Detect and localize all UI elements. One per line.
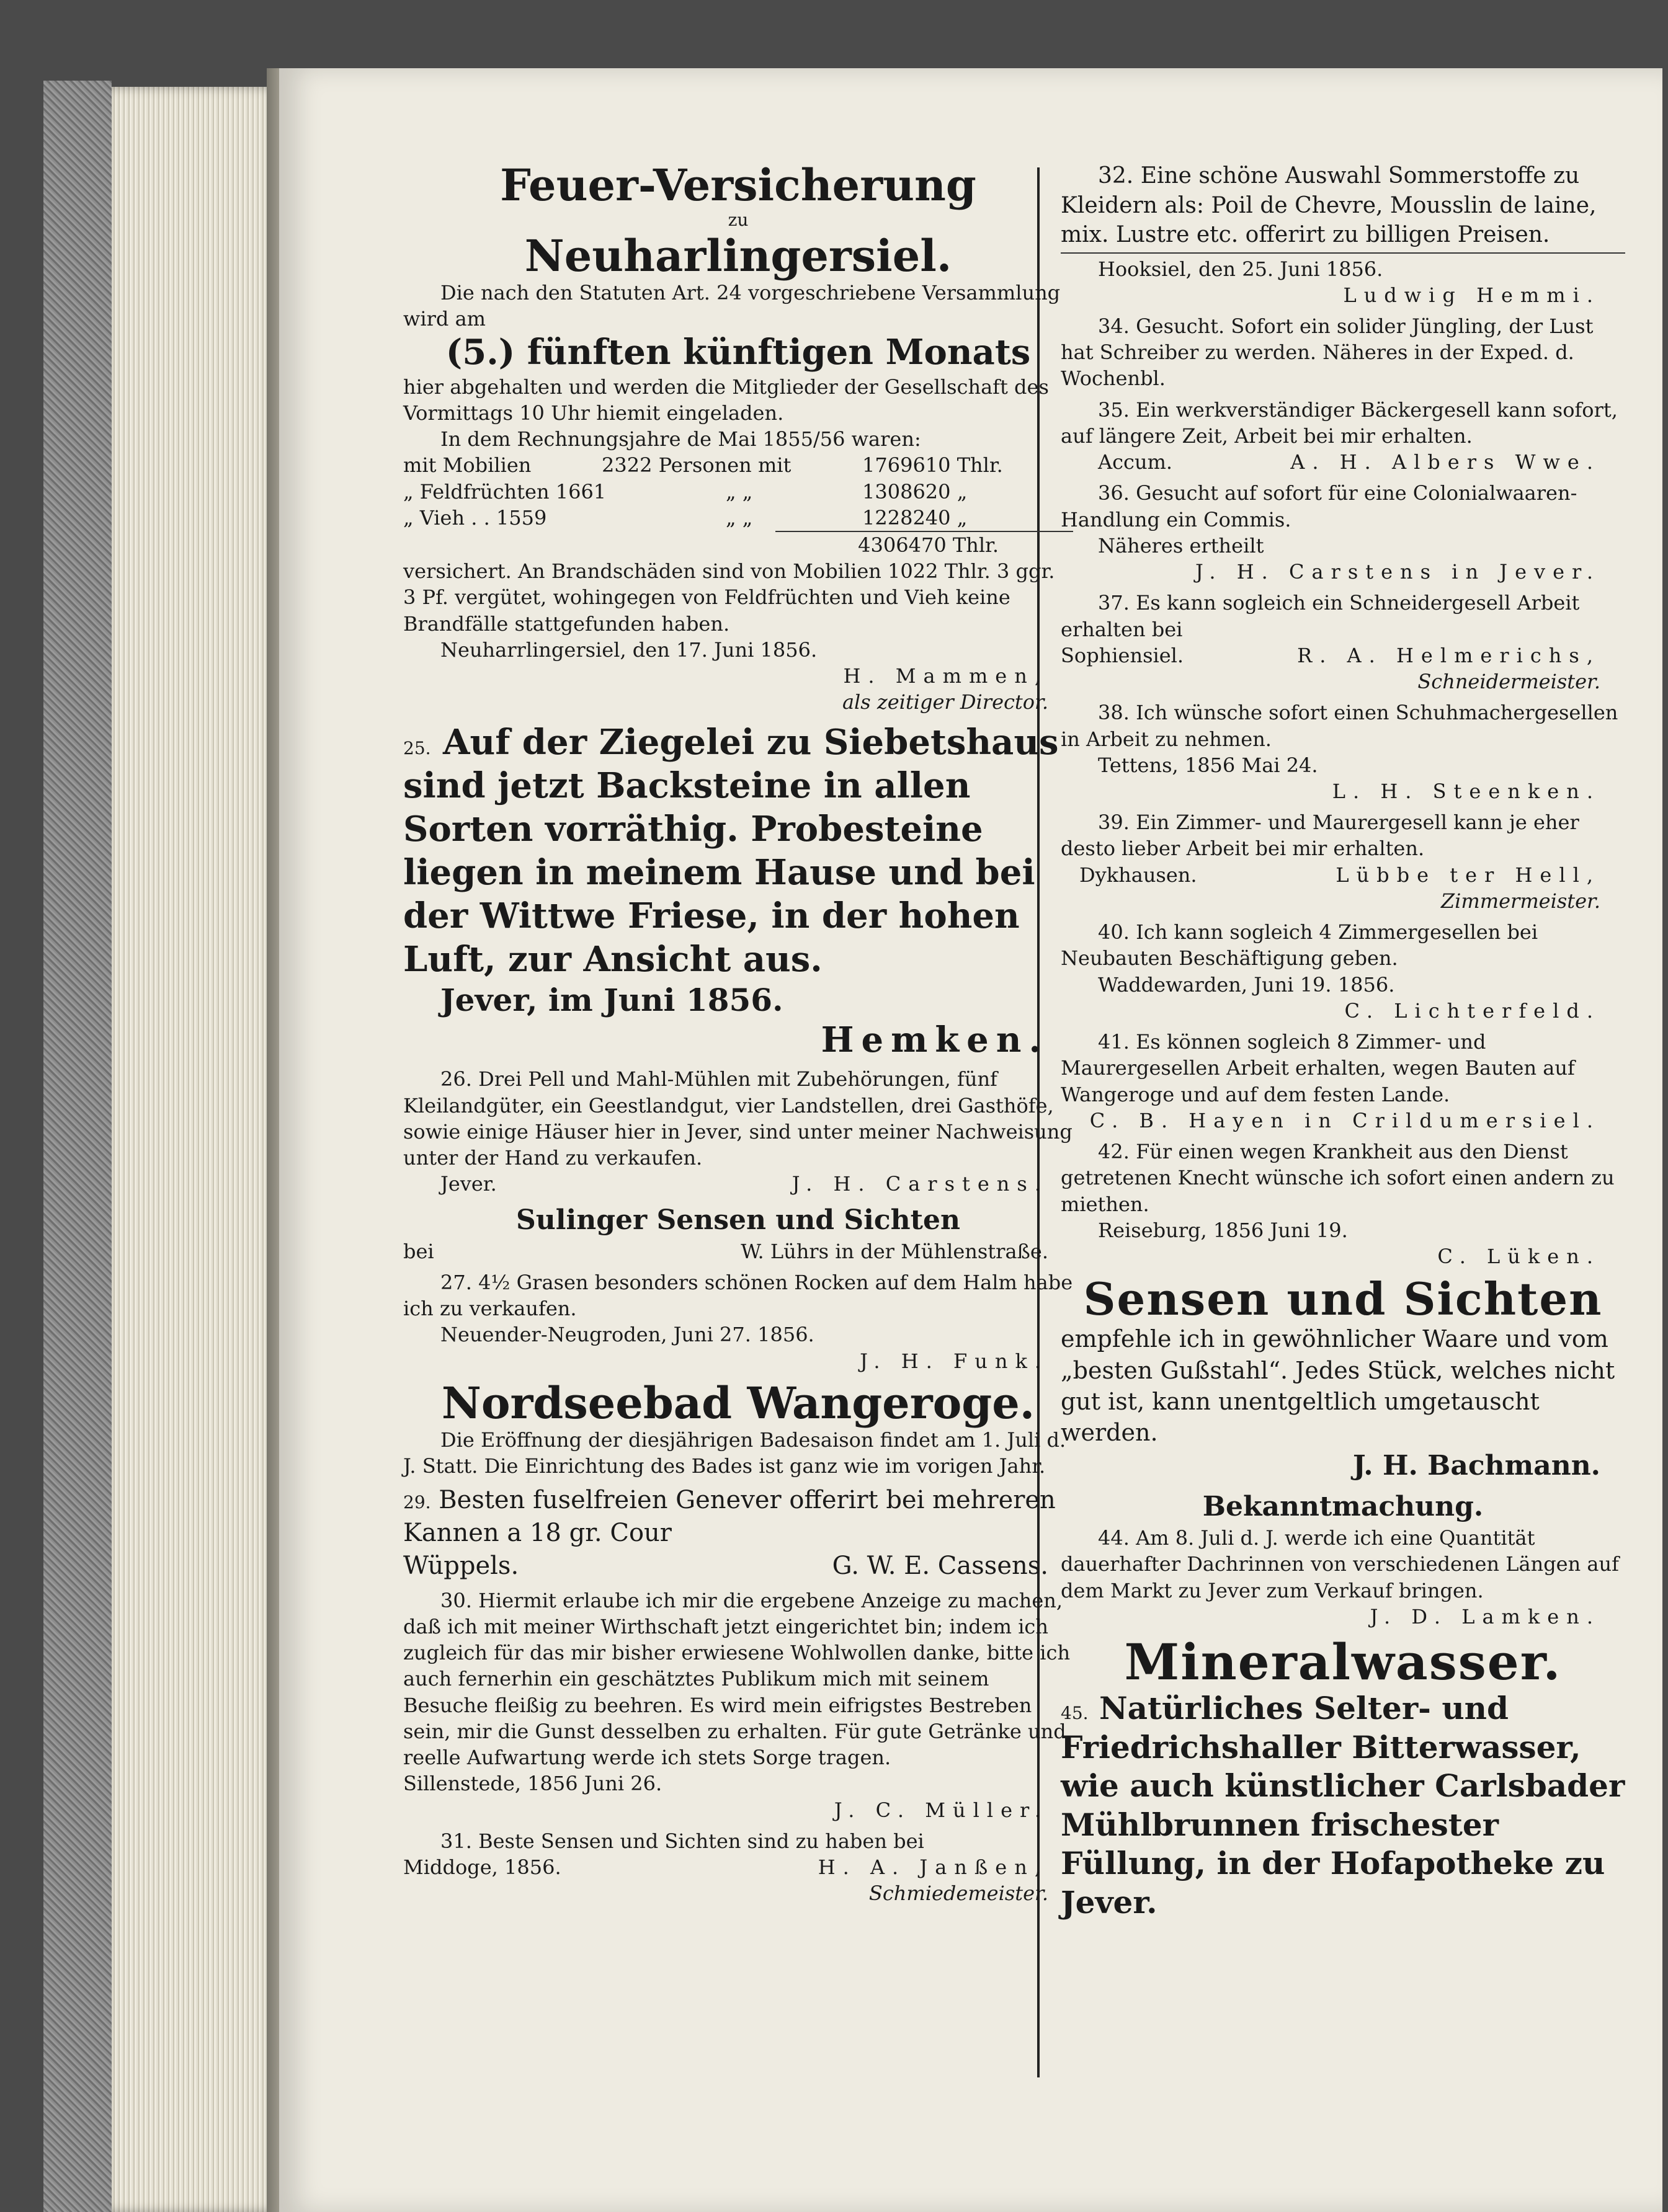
ad-37 bbox=[1061, 590, 1625, 695]
ad-title: Feuer-Versicherung bbox=[500, 159, 976, 211]
ad-signature: J. H. Funk. bbox=[860, 1349, 1048, 1373]
ad-text: Auf der Ziegelei zu Siebetshaus sind jetzt Backsteine in allen Sorten vorräthig. Probesteine liegen in meinem Hause und bei der Wittwe Friese, in der hohen Luft, zur Ansicht aus. bbox=[403, 721, 1059, 980]
ad-place: Neuharlingersiel. bbox=[524, 229, 952, 282]
ad-27 bbox=[403, 1269, 1073, 1374]
ad-text: hier abgehalten und werden die Mitglieder der Gesellschaft des Vormittags 10 Uhr hiemit eingeladen. bbox=[403, 375, 1049, 425]
ad-text: Besten fuselfreien Genever offerirt bei mehreren Kannen a 18 gr. Cour bbox=[403, 1486, 1056, 1548]
ad-text: 41. Es können sogleich 8 Zimmer- und Maurergesellen Arbeit erhalten, wegen Bauten auf Wangeroge und auf dem festen Lande. bbox=[1061, 1030, 1575, 1106]
table-cell: 2322 Personen mit bbox=[602, 453, 792, 477]
table-row bbox=[403, 479, 1073, 505]
ad-sulinger bbox=[403, 1202, 1073, 1264]
ad-text: 37. Es kann sogleich ein Schneidergesell Arbeit erhalten bei bbox=[1061, 591, 1580, 641]
ad-text: 38. Ich wünsche sofort einen Schuhmachergesellen in Arbeit zu nehmen. bbox=[1061, 701, 1618, 751]
ad-signature-title: Schmiedemeister. bbox=[868, 1881, 1048, 1906]
ad-signature-title: Zimmermeister. bbox=[1440, 889, 1600, 913]
ad-39 bbox=[1061, 809, 1625, 914]
ad-text: 34. Gesucht. Sofort ein solider Jüngling, der Lust hat Schreiber zu werden. Näheres in der Exped. d. Wochenbl. bbox=[1061, 314, 1594, 391]
ad-place: Dykhausen. bbox=[1079, 863, 1197, 887]
table-cell: 1769610 Thlr. bbox=[862, 453, 1003, 477]
ad-text: 35. Ein werkverständiger Bäckergesell kann sofort, auf längere Zeit, Arbeit bei mir erhalten. bbox=[1061, 398, 1618, 448]
ad-rule bbox=[1061, 252, 1625, 254]
ad-signature: G. W. E. Cassens. bbox=[832, 1551, 1048, 1580]
ad-mineralwasser bbox=[1061, 1635, 1625, 1922]
ad-signature: L. H. Steenken. bbox=[1332, 780, 1600, 803]
ad-title: Bekanntmachung. bbox=[1202, 1491, 1484, 1523]
ad-signature: J. C. Müller. bbox=[834, 1798, 1048, 1822]
ad-30 bbox=[403, 1588, 1073, 1823]
ad-text: empfehle ich in gewöhnlicher Waare und vom „besten Gußstahl“. Jedes Stück, welches nicht gut ist, kann unentgeltlich umgetauscht werden. bbox=[1061, 1325, 1615, 1446]
table-cell: 1228240 „ bbox=[862, 505, 968, 530]
ad-text: 44. Am 8. Juli d. J. werde ich eine Quantität dauerhafter Dachrinnen von verschiedenen Längen auf dem Markt zu Jever zum Verkauf bringen. bbox=[1061, 1526, 1619, 1602]
left-column bbox=[403, 161, 1073, 1911]
ad-title: Sulinger Sensen und Sichten bbox=[516, 1204, 960, 1236]
ad-nordseebad bbox=[403, 1379, 1073, 1479]
table-cell: „ „ bbox=[726, 505, 753, 530]
book-cover bbox=[43, 81, 112, 2212]
table-cell: mit Mobilien bbox=[403, 453, 532, 477]
ad-signature: J. H. Bachmann. bbox=[1352, 1450, 1600, 1482]
ad-34 bbox=[1061, 313, 1625, 392]
ad-feuer-versicherung bbox=[403, 161, 1073, 716]
ad-25 bbox=[403, 721, 1073, 1062]
ad-place: Accum. bbox=[1098, 450, 1173, 474]
ad-signature: C. B. Hayen in Crildumersiel. bbox=[1089, 1108, 1600, 1132]
ad-dateline: Neuharrlingersiel, den 17. Juni 1856. bbox=[440, 637, 818, 662]
ad-text: 42. Für einen wegen Krankheit aus den Dienst getretenen Knecht wünsche ich sofort einen andern zu miethen. bbox=[1061, 1140, 1615, 1216]
ad-signature: Lübbe ter Hell, bbox=[1336, 863, 1600, 887]
ad-26 bbox=[403, 1066, 1073, 1197]
table-cell: „ Vieh . . 1559 bbox=[403, 505, 547, 530]
ad-place: Sophiensiel. bbox=[1061, 643, 1184, 667]
ad-sensen bbox=[1061, 1274, 1625, 1484]
ad-text: 30. Hiermit erlaube ich mir die ergebene Anzeige zu machen, daß ich mit meiner Wirthschaft jetzt eingerichtet bin; indem ich zugleich für das mir bisher erwiesene Wohlwollen danke, bitte ich auch fernerhin ein geschätztes Publikum mich mit seinem Besuche fleißig zu beehren. Es wird mein eifrigstes Bestreben sein, mir die Gunst desselben zu erhalten. Für gute Getränke und reelle Aufwartung werde ich stets Sorge tragen. bbox=[403, 1588, 1071, 1770]
ad-text: 32. Eine schöne Auswahl Sommerstoffe zu Kleidern als: Poil de Chevre, Mousslin de laine, mix. Lustre etc. offerirt zu billigen Preisen. bbox=[1061, 163, 1597, 248]
ad-place: Jever. bbox=[440, 1172, 497, 1196]
ad-signature: H. A. Janßen, bbox=[818, 1855, 1048, 1879]
ad-38 bbox=[1061, 700, 1625, 804]
table-row bbox=[403, 505, 1073, 531]
ad-signature: J. D. Lamken. bbox=[1370, 1604, 1600, 1628]
ad-title: Mineralwasser. bbox=[1124, 1633, 1562, 1692]
ad-subtitle-zu: zu bbox=[728, 210, 749, 230]
newspaper-page bbox=[279, 68, 1662, 2212]
ad-dateline: Waddewarden, Juni 19. 1856. bbox=[1098, 972, 1395, 997]
ad-text: Die Eröffnung der diesjährigen Badesaison findet am 1. Juli d. J. Statt. Die Einrichtung des Bades ist ganz wie im vorigen Jahr. bbox=[403, 1428, 1066, 1478]
ad-title: Sensen und Sichten bbox=[1083, 1273, 1603, 1326]
ad-text: Die nach den Statuten Art. 24 vorgeschriebene Versammlung wird am bbox=[403, 280, 1061, 331]
table-cell: 1308620 „ bbox=[862, 479, 968, 504]
ad-dateline: Tettens, 1856 Mai 24. bbox=[1098, 753, 1318, 777]
ad-signature: A. H. Albers Wwe. bbox=[1290, 450, 1600, 474]
ad-dateline: Sillenstede, 1856 Juni 26. bbox=[403, 1772, 662, 1796]
ad-number: 45. bbox=[1061, 1703, 1089, 1724]
ad-32 bbox=[1061, 161, 1625, 308]
ad-title: Nordseebad Wangeroge. bbox=[441, 1377, 1035, 1429]
ad-40 bbox=[1061, 919, 1625, 1024]
ad-signature: Ludwig Hemmi. bbox=[1343, 283, 1600, 307]
ad-signature: C. Lüken. bbox=[1437, 1244, 1600, 1268]
ad-text: bei bbox=[403, 1239, 434, 1263]
ad-place: Wüppels. bbox=[403, 1551, 519, 1580]
ad-31 bbox=[403, 1828, 1073, 1907]
right-column bbox=[1061, 161, 1625, 1927]
ad-signature: C. Lichterfeld. bbox=[1344, 998, 1600, 1023]
ad-text: 31. Beste Sensen und Sichten sind zu haben bei bbox=[440, 1829, 924, 1853]
ad-signature: W. Lührs in der Mühlenstraße. bbox=[741, 1239, 1048, 1263]
ad-bekanntmachung bbox=[1061, 1489, 1625, 1630]
table-row bbox=[403, 452, 1073, 478]
ad-date: (5.) fünften künftigen Monats bbox=[445, 332, 1031, 373]
ad-signature: R. A. Helmerichs, bbox=[1297, 643, 1600, 667]
ad-text: In dem Rechnungsjahre de Mai 1855/56 waren: bbox=[440, 427, 921, 451]
page-stack bbox=[112, 87, 279, 2212]
ad-number: 29. bbox=[403, 1492, 431, 1513]
ad-dateline: Reiseburg, 1856 Juni 19. bbox=[1098, 1218, 1348, 1242]
ad-29 bbox=[403, 1484, 1073, 1582]
ad-text: Näheres ertheilt bbox=[1098, 533, 1264, 557]
ad-42 bbox=[1061, 1139, 1625, 1269]
ad-text: 27. 4½ Grasen besonders schönen Rocken auf dem Halm habe ich zu verkaufen. bbox=[403, 1270, 1073, 1321]
table-cell: „ Feldfrüchten 1661 bbox=[403, 479, 607, 504]
ad-text: Natürliches Selter- und Friedrichshaller Bitterwasser, wie auch künstlicher Carlsbader Mühlbrunnen frischester Füllung, in der Hofapotheke zu Jever. bbox=[1061, 1690, 1625, 1921]
ad-text: versichert. An Brandschäden sind von Mobilien 1022 Thlr. 3 ggr. 3 Pf. vergütet, wohingegen von Feldfrüchten und Vieh keine Brandfälle stattgefunden haben. bbox=[403, 559, 1055, 636]
ad-signature: H. Mammen, bbox=[843, 664, 1048, 688]
ad-number: 25. bbox=[403, 737, 431, 758]
ad-signature: Hemken. bbox=[821, 1019, 1048, 1061]
ad-35 bbox=[1061, 397, 1625, 476]
table-cell: „ „ bbox=[726, 479, 753, 504]
ad-signature: J. H. Carstens in Jever. bbox=[1195, 560, 1600, 584]
ad-signature-title: Schneidermeister. bbox=[1417, 670, 1600, 694]
ad-dateline: Jever, im Juni 1856. bbox=[440, 981, 783, 1018]
ad-signature-title: als zeitiger Director. bbox=[842, 690, 1048, 714]
ad-text: 39. Ein Zimmer- und Maurergesell kann je eher desto lieber Arbeit bei mir erhalten. bbox=[1061, 811, 1579, 861]
ad-41 bbox=[1061, 1029, 1625, 1134]
ad-text: 26. Drei Pell und Mahl-Mühlen mit Zubehörungen, fünf Kleilandgüter, ein Geestlandgut, vier Landstellen, drei Gasthöfe, sowie einige Häuser hier in Jever, sind unter meiner Nachweisung unter der Hand zu verkaufen. bbox=[403, 1067, 1073, 1170]
ad-text: 36. Gesucht auf sofort für eine Colonialwaaren-Handlung ein Commis. bbox=[1061, 481, 1577, 531]
ad-dateline: Neuender-Neugroden, Juni 27. 1856. bbox=[440, 1323, 814, 1347]
ad-text: 40. Ich kann sogleich 4 Zimmergesellen bei Neubauten Beschäftigung geben. bbox=[1061, 920, 1538, 971]
ad-signature: J. H. Carstens. bbox=[792, 1172, 1048, 1196]
ad-36 bbox=[1061, 480, 1625, 585]
ad-dateline: Middoge, 1856. bbox=[403, 1855, 561, 1879]
ad-dateline: Hooksiel, den 25. Juni 1856. bbox=[1098, 257, 1383, 281]
table-total: 4306470 Thlr. bbox=[775, 531, 1073, 558]
